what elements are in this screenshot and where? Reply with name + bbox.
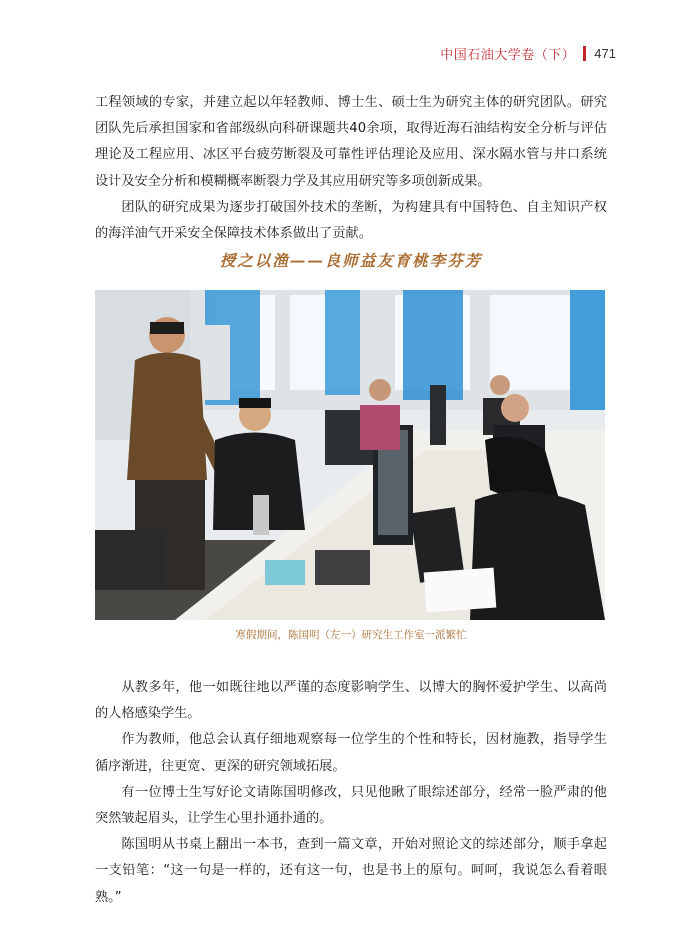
paragraph: 团队的研究成果为逐步打破国外技术的垄断，为构建具有中国特色、自主知识产权的海洋油气开采安全保障技术体系做出了贡献。: [95, 199, 607, 242]
paragraph: 从教多年，他一如既往地以严谨的态度影响学生、以博大的胸怀爱护学生、以高尚的人格感染学生。: [95, 680, 607, 722]
paragraph: 有一位博士生写好论文请陈国明修改，只见他瞅了眼综述部分，经常一脸严肃的他突然皱起眉头，让学生心里扑通扑通的。: [95, 784, 607, 827]
running-header: [440, 44, 616, 63]
intro-text: [95, 90, 607, 247]
paragraph: 作为教师，他总会认真仔细地观察每一位学生的个性和特长，因材施教，指导学生循序渐进，往更宽、更深的研究领域拓展。: [95, 732, 607, 774]
body-text: [95, 675, 607, 911]
photo-illustration: [95, 290, 605, 620]
office-photo: [95, 290, 605, 620]
photo-caption: 寒假期间，陈国明（左一）研究生工作室一派繁忙: [235, 629, 467, 641]
paragraph: 陈国明从书桌上翻出一本书，查到一篇文章，开始对照论文的综述部分，顺手拿起一支铅笔：“这一句是一样的，还有这一句，也是书上的原句。呵呵，我说怎么看着眼熟。”: [95, 837, 607, 905]
header-divider-bar: [583, 46, 586, 61]
book-title: 中国石油大学卷（下）: [440, 48, 576, 63]
paragraph: 工程领域的专家，并建立起以年轻教师、博士生、硕士生为研究主体的研究团队。研究团队先后承担国家和省部级纵向科研课题共40余项，取得近海石油结构安全分析与评估理论及工程应用、冰区平台疲劳断裂及可靠性评估理论及应用、深水隔水管与井口系统设计及安全分析和模糊概率断裂力学及其应用研究等多项创新成果。: [95, 95, 607, 189]
section-heading: 授之以渔——良师益友育桃李芬芳: [219, 251, 483, 270]
page-number: 471: [594, 46, 616, 61]
